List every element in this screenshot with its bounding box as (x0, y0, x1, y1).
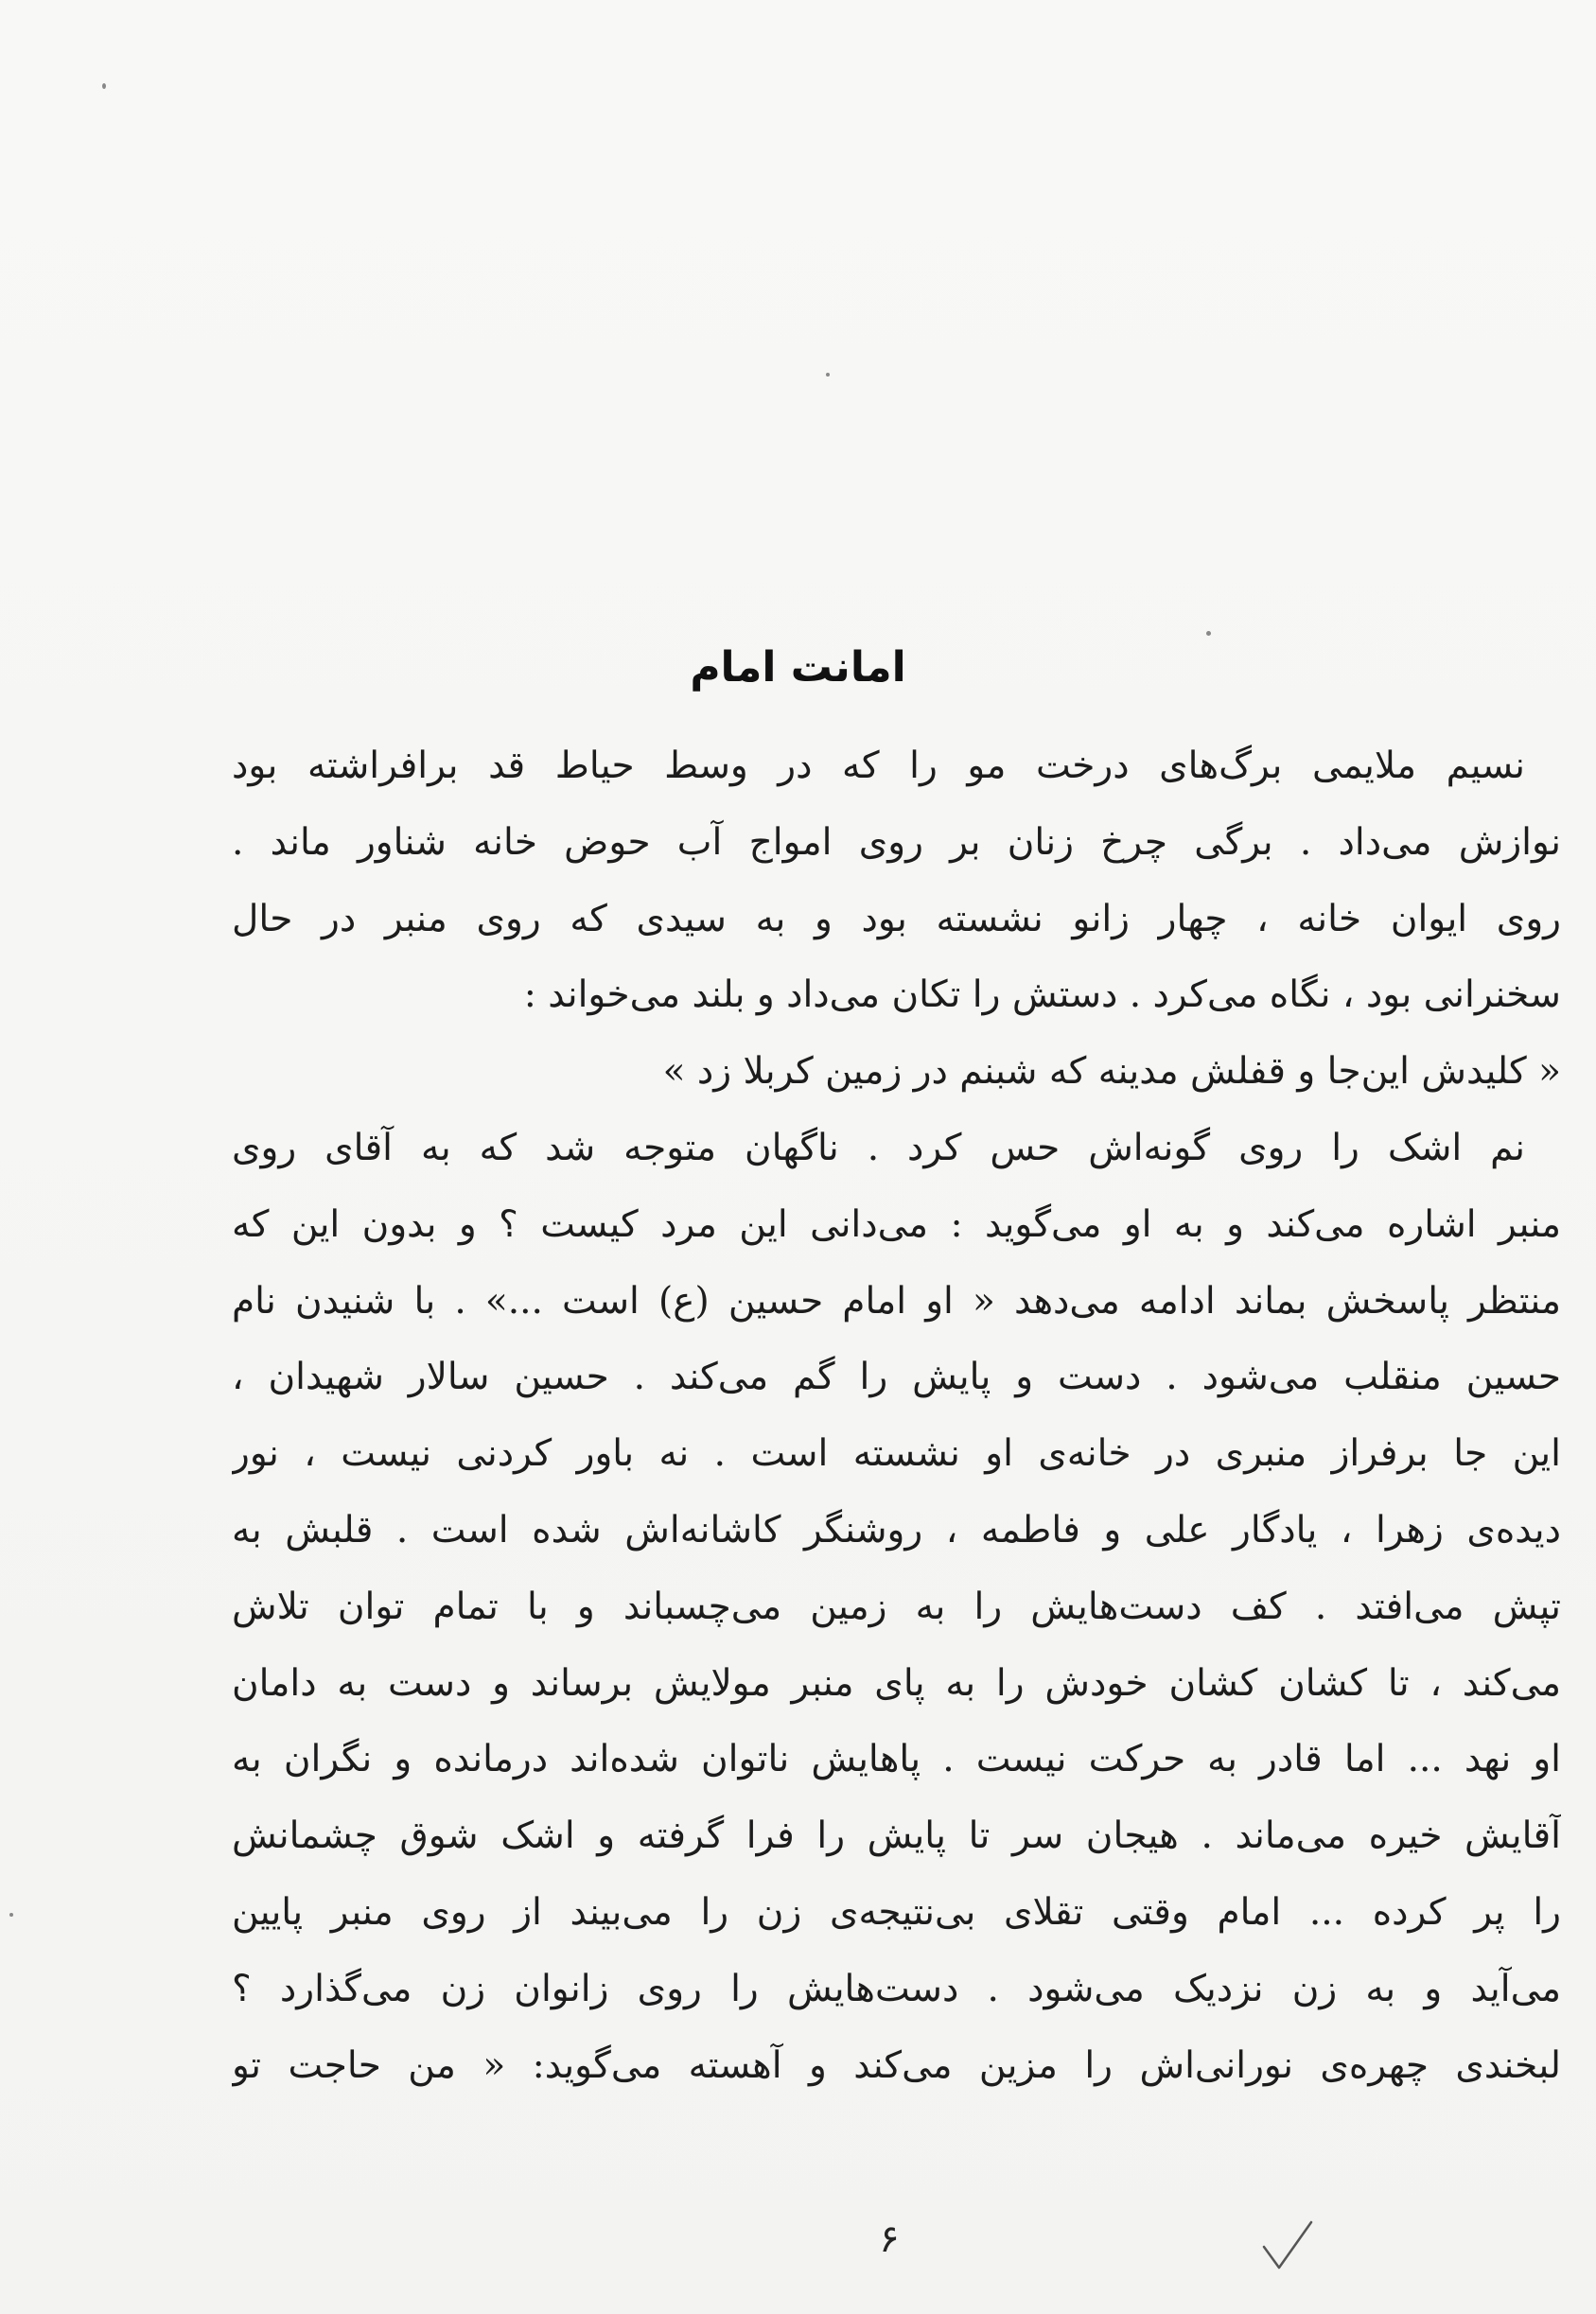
text-line-3: روی ایوان خانه ، چهار زانو نشسته بود و به سیدی که روی منبر در حال (232, 897, 1561, 940)
text-line-18: لبخندی چهره‌ی نورانی‌اش را مزین می‌کند و آهسته می‌گوید: « من حاجت تو (232, 2043, 1561, 2087)
text-line-6: نم اشک را روی گونه‌اش حس کرد . ناگهان متوجه شد که به آقای روی (232, 1126, 1525, 1169)
text-line-12: تپش می‌افتد . کف دست‌هایش را به زمین می‌چسباند و با تمام توان تلاش (232, 1585, 1561, 1628)
paper-speck (9, 1913, 13, 1917)
check-mark-icon (1258, 2218, 1315, 2275)
paper-speck (1206, 631, 1211, 636)
text-line-9: حسین منقلب می‌شود . دست و پایش را گم می‌کند . حسین سالار شهیدان ، (232, 1356, 1561, 1399)
text-line-7: منبر اشاره می‌کند و به او می‌گوید : می‌دانی این مرد کیست ؟ و بدون این که (232, 1202, 1561, 1246)
text-line-11: دیده‌ی زهرا ، یادگار علی و فاطمه ، روشنگر کاشانه‌اش شده است . قلبش به (232, 1508, 1561, 1551)
text-line-13: می‌کند ، تا کشان کشان خودش را به پای منبر مولایش برساند و دست به دامان (232, 1661, 1561, 1705)
text-line-15: آقایش خیره می‌ماند . هیجان سر تا پایش را فرا گرفته و اشک شوق چشمانش (232, 1814, 1561, 1858)
text-line-1: نسیم ملایمی برگ‌های درخت مو را که در وسط حیاط قد برافراشته بود (232, 745, 1525, 787)
text-line-4: سخنرانی بود ، نگاه می‌کرد . دستش را تکان می‌داد و بلند می‌خواند : (523, 973, 1561, 1017)
paper-speck (102, 83, 106, 89)
text-line-14: او نهد ... اما قادر به حرکت نیست . پاهایش ناتوان شده‌اند درمانده و نگران به (232, 1738, 1561, 1781)
text-line-10: این جا برفراز منبری در خانه‌ی او نشسته است . نه باور کردنی نیست ، نور (232, 1432, 1561, 1476)
text-line-8: منتظر پاسخش بماند ادامه می‌دهد « او امام حسین (ع) است ...» . با شنیدن نام (232, 1279, 1561, 1323)
page-number: ۶ (879, 2218, 900, 2261)
paper-speck (826, 373, 830, 377)
text-line-17: می‌آید و به زن نزدیک می‌شود . دست‌هایش را روی زانوان زن می‌گذارد ؟ (232, 1967, 1561, 2010)
text-line-2: نوازش می‌داد . برگی چرخ زنان بر روی امواج آب حوض خانه شناور ماند . (232, 820, 1561, 864)
text-line-5-quote: « کلیدش این‌جا و قفلش مدینه که شبنم در زمین کربلا زد » (662, 1050, 1561, 1094)
page-title: امانت امام (690, 643, 906, 692)
text-line-16: را پر کرده ... امام وقتی تقلای بی‌نتیجه‌ی زن را می‌بیند از روی منبر پایین (232, 1890, 1561, 1934)
body-text (232, 728, 1561, 2104)
